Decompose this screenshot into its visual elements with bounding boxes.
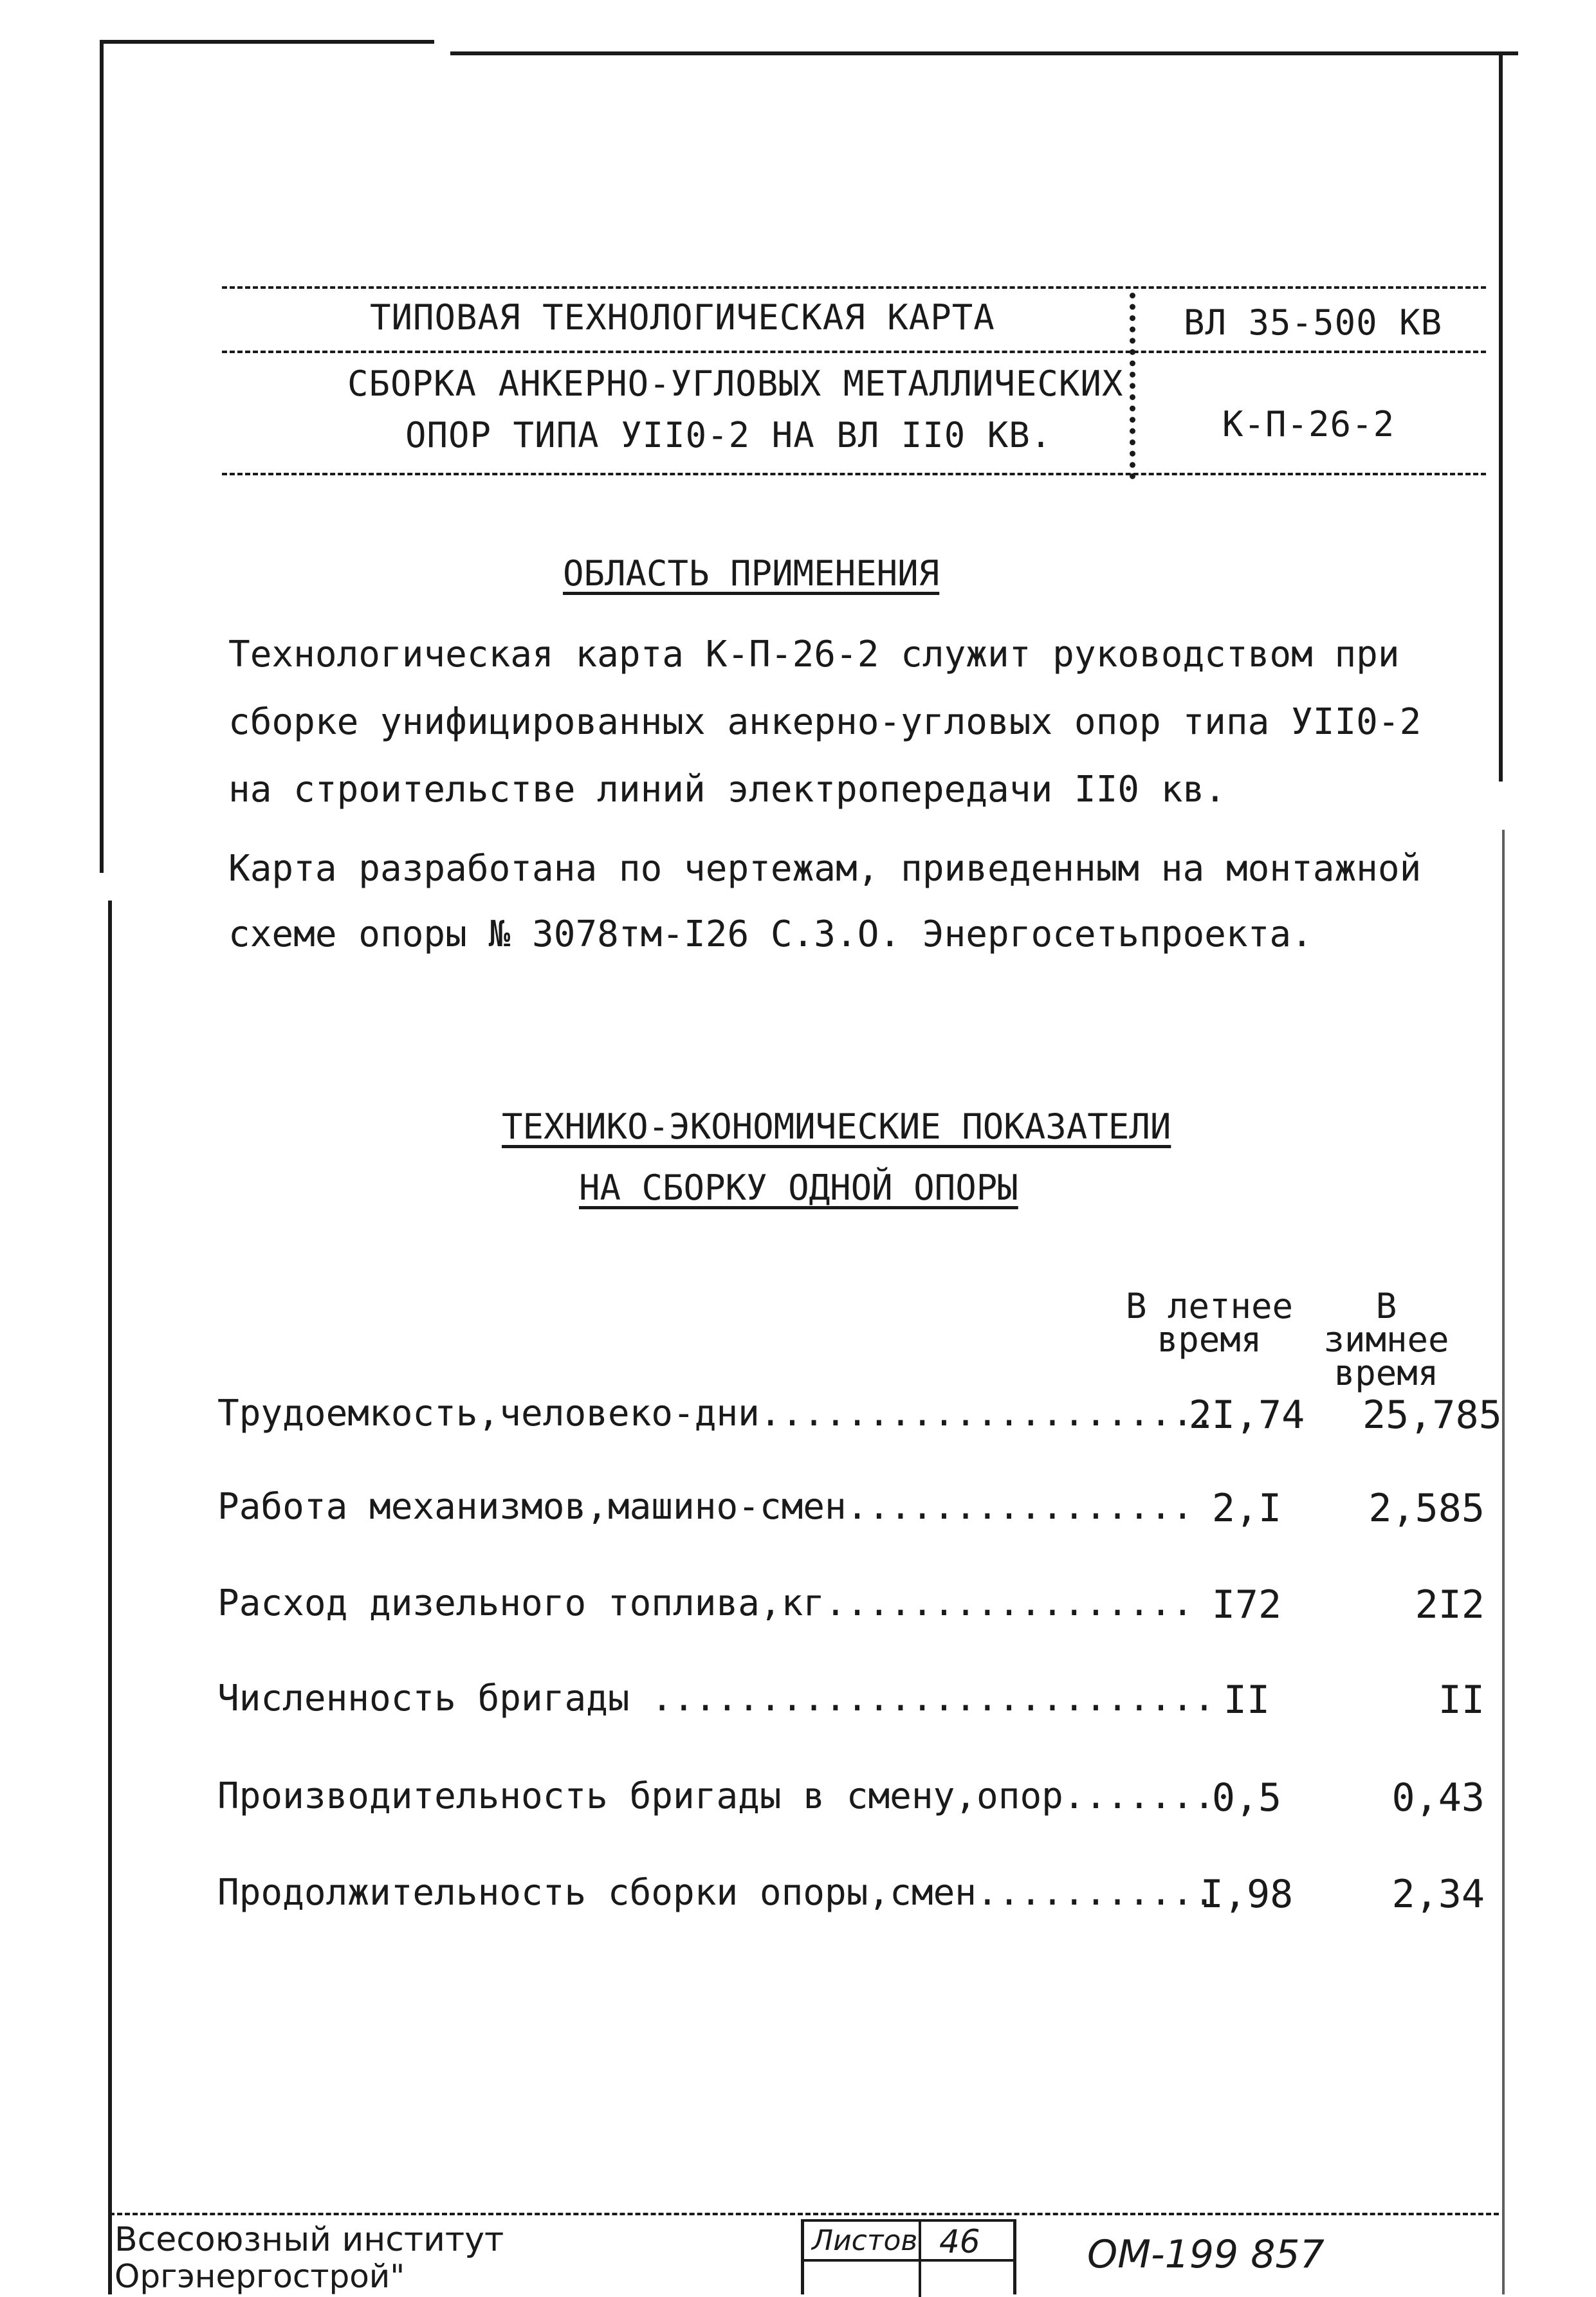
frame-right xyxy=(1499,55,1503,782)
header-column-divider xyxy=(1130,293,1135,479)
card-type-label: ТИПОВАЯ ТЕХНОЛОГИЧЕСКАЯ КАРТА xyxy=(370,297,995,338)
sheets-box-hline xyxy=(804,2259,1013,2262)
document-number: ОМ-199 857 xyxy=(1087,2232,1325,2277)
indicator-row xyxy=(217,1872,1485,1923)
scope-line-1: Технологическая карта К-П-26-2 служит руководством при xyxy=(228,634,1400,675)
frame-top xyxy=(100,40,434,44)
indicator-summer-value: I72 xyxy=(1211,1582,1282,1627)
indicator-row xyxy=(217,1486,1485,1537)
frame-left-lower xyxy=(108,901,112,2294)
sheets-box xyxy=(801,2219,1016,2294)
indicator-summer-value: 2,I xyxy=(1211,1486,1282,1531)
header-rule-middle xyxy=(222,351,1486,353)
indicator-summer-value: 2I,74 xyxy=(1188,1393,1305,1438)
column-header-winter: В зимнее время xyxy=(1323,1286,1449,1393)
indicator-winter-value: 2,34 xyxy=(1391,1872,1485,1917)
scope-line-2: сборке унифицированных анкерно-угловых опор типа УII0-2 xyxy=(228,701,1422,743)
footer-rule xyxy=(109,2213,1499,2215)
indicator-label: Расход дизельного топлива,кг................. xyxy=(217,1582,1194,1624)
card-title-line2: ОПОР ТИПА УII0-2 НА ВЛ II0 КВ. xyxy=(405,415,1052,455)
indicator-label: Трудоемкость,человеко-дни..................... xyxy=(217,1393,1215,1434)
frame-top-right xyxy=(450,51,1518,55)
indicator-winter-value: II xyxy=(1438,1678,1485,1723)
indicator-label: Работа механизмов,машино-смен................ xyxy=(217,1486,1194,1528)
indicator-winter-value: 2I2 xyxy=(1415,1582,1485,1627)
indicator-winter-value: 0,43 xyxy=(1391,1775,1485,1820)
frame-left xyxy=(100,40,104,873)
institute-name-line1: Всесоюзный институт xyxy=(115,2220,504,2259)
header-rule-bottom xyxy=(222,473,1486,475)
scope-line-4: Карта разработана по чертежам, приведенным на монтажной xyxy=(228,848,1422,890)
frame-right-lower xyxy=(1502,830,1505,2294)
indicator-winter-value: 25,785 xyxy=(1362,1393,1502,1438)
card-title-line1: СБОРКА АНКЕРНО-УГЛОВЫХ МЕТАЛЛИЧЕСКИХ xyxy=(347,363,1124,404)
indicator-summer-value: 0,5 xyxy=(1211,1775,1282,1820)
indicator-row xyxy=(217,1393,1502,1444)
scope-line-5: схеме опоры № 3078тм-I26 С.З.О. Энергосетьпроекта. xyxy=(228,913,1313,955)
indicator-summer-value: I,98 xyxy=(1200,1872,1294,1917)
card-code: К-П-26-2 xyxy=(1222,404,1395,444)
indicator-row xyxy=(217,1582,1485,1634)
indicator-label: Численность бригады .......................... xyxy=(217,1678,1215,1719)
sheets-label: Листов xyxy=(812,2224,918,2257)
indicator-label: Производительность бригады в смену,опор....... xyxy=(217,1775,1215,1817)
indicator-label: Продолжительность сборки опоры,смен........... xyxy=(217,1872,1215,1914)
institute-name-line2: Оргэнергострой" xyxy=(115,2258,405,2295)
voltage-label: ВЛ 35-500 КВ xyxy=(1184,302,1443,343)
sheets-value: 46 xyxy=(939,2223,980,2260)
indicator-row xyxy=(217,1775,1485,1827)
scope-heading: ОБЛАСТЬ ПРИМЕНЕНИЯ xyxy=(563,553,940,594)
indicator-row xyxy=(217,1678,1485,1729)
scope-line-3: на строительстве линий электропередачи II0 кв. xyxy=(228,769,1226,810)
indicator-summer-value: II xyxy=(1223,1678,1270,1723)
indicators-heading-line1: ТЕХНИКО-ЭКОНОМИЧЕСКИЕ ПОКАЗАТЕЛИ xyxy=(502,1106,1171,1147)
column-header-summer: В летнее время xyxy=(1125,1286,1294,1360)
indicators-heading-line2: НА СБОРКУ ОДНОЙ ОПОРЫ xyxy=(579,1167,1018,1208)
indicator-winter-value: 2,585 xyxy=(1368,1486,1485,1531)
header-rule-top xyxy=(222,286,1486,289)
